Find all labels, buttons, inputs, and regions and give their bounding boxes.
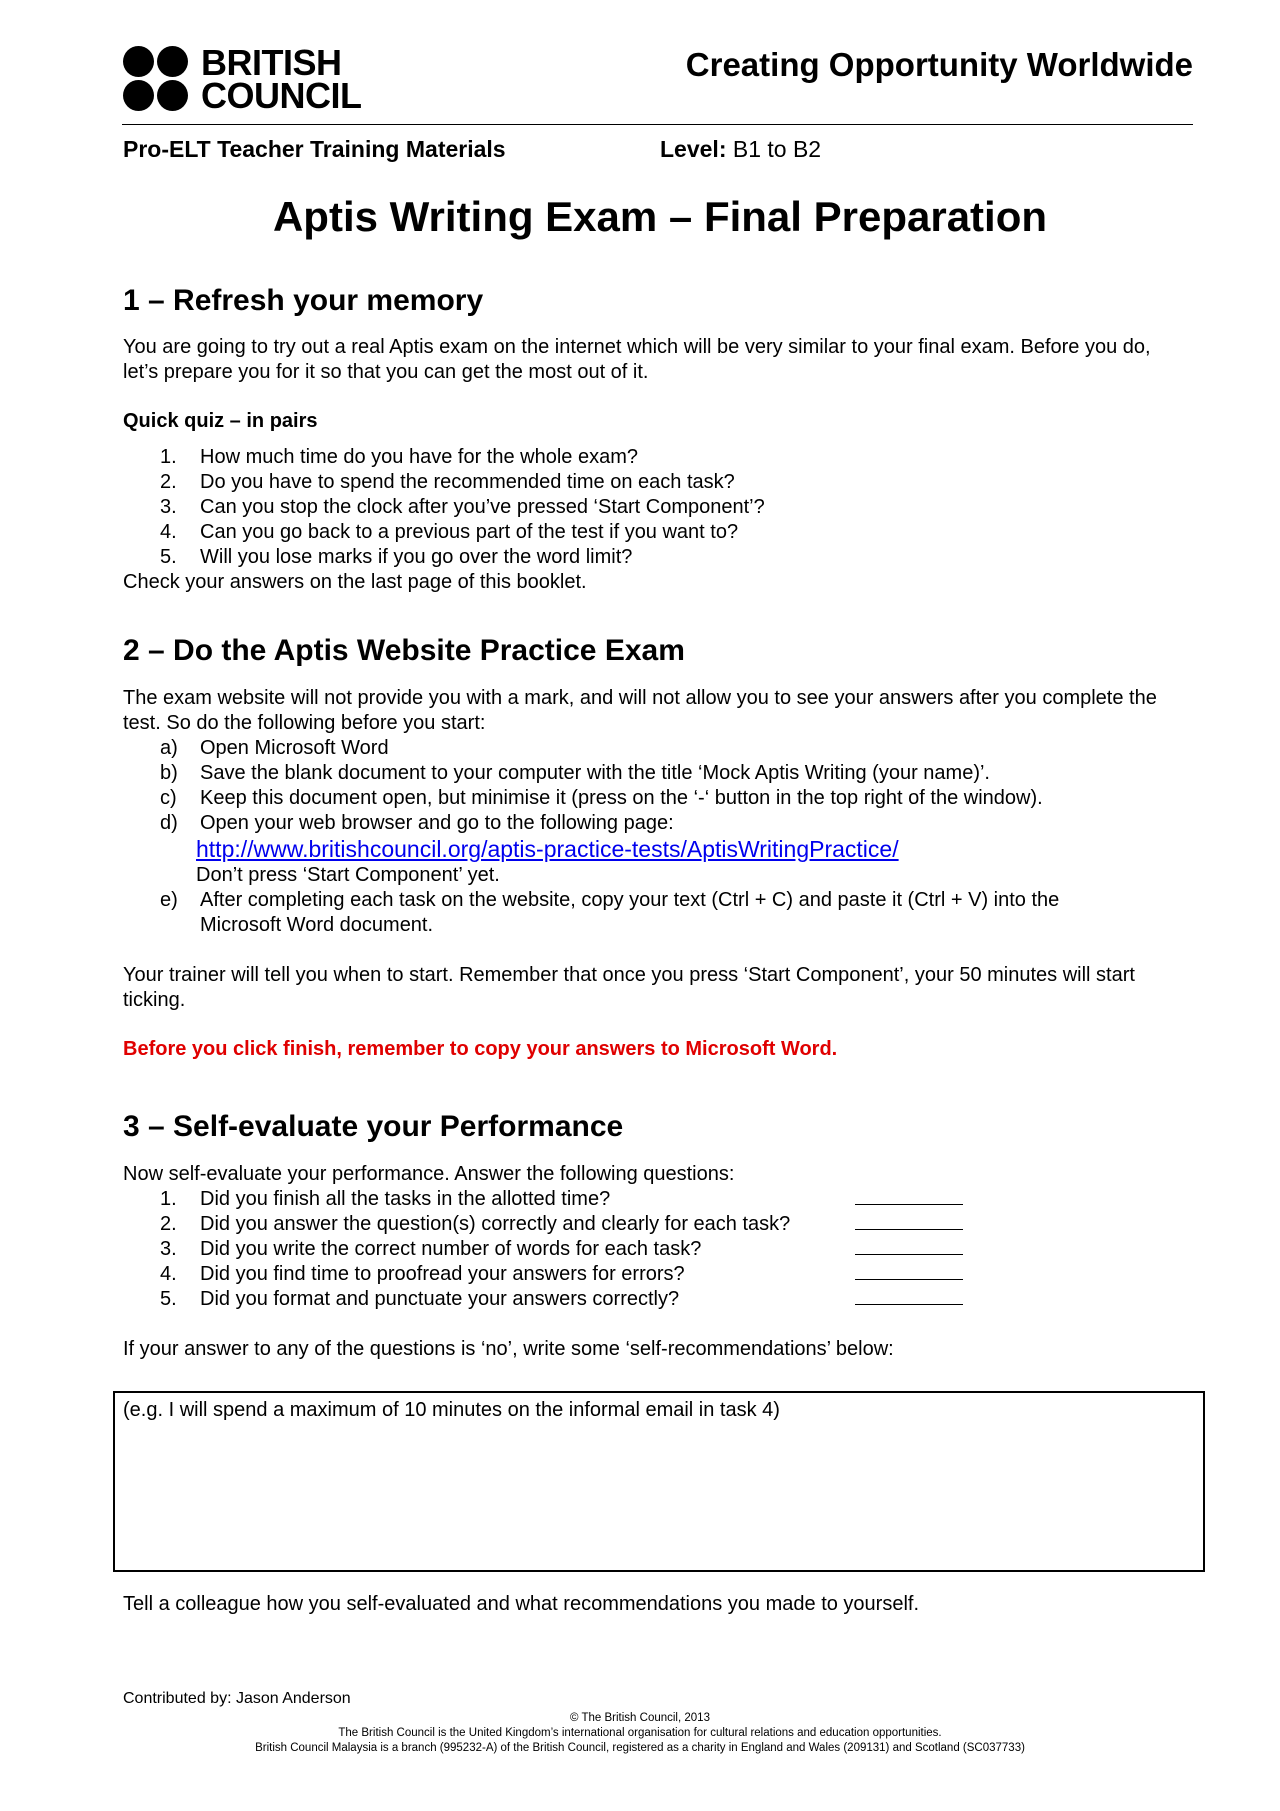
recommendations-example: (e.g. I will spend a maximum of 10 minutes on the informal email in task 4) [123, 1399, 780, 1421]
list-item: Microsoft Word document. [200, 914, 434, 936]
section-2-intro: The exam website will not provide you with a mark, and will not allow you to see your answers after you complete the test. So do the following before you start: [123, 687, 1157, 734]
copy-warning: Before you click finish, remember to copy your answers to Microsoft Word. [123, 1038, 838, 1060]
answer-blank-2[interactable] [855, 1212, 963, 1230]
self-eval-list [160, 1187, 790, 1312]
list-item: c) Keep this document open, but minimise it (press on the ‘-‘ button in the top right of the window). [160, 787, 1043, 809]
list-item: e) After completing each task on the website, copy your text (Ctrl + C) and paste it (Ctrl + V) into the [160, 889, 1060, 911]
dont-press-note: Don’t press ‘Start Component’ yet. [196, 864, 500, 886]
quiz-heading: Quick quiz – in pairs [123, 410, 318, 432]
logo-dots-icon [123, 46, 189, 112]
quiz-list [160, 445, 765, 570]
if-no-instruction: If your answer to any of the questions is ‘no’, write some ‘self-recommendations’ below: [123, 1338, 894, 1360]
list-item: 3. Did you write the correct number of words for each task? [160, 1238, 702, 1260]
list-item: d) Open your web browser and go to the following page: [160, 812, 674, 834]
level-label: Level: [660, 136, 727, 162]
answer-blank-5[interactable] [855, 1287, 963, 1305]
list-item: 3. Can you stop the clock after you’ve pressed ‘Start Component’? [160, 496, 765, 518]
section-3-heading: 3 – Self-evaluate your Performance [123, 1110, 624, 1143]
copyright: © The British Council, 2013 [570, 1712, 710, 1724]
footer-org-line: The British Council is the United Kingdom’s international organisation for cultural relations and education opportunities. [338, 1727, 942, 1739]
list-item: 2. Do you have to spend the recommended time on each task? [160, 471, 735, 493]
aptis-practice-link[interactable]: http://www.britishcouncil.org/aptis-practice-tests/AptisWritingPractice/ [196, 836, 899, 862]
answer-blank-3[interactable] [855, 1237, 963, 1255]
page-title: Aptis Writing Exam – Final Preparation [272, 193, 1048, 240]
list-item: 2. Did you answer the question(s) correctly and clearly for each task? [160, 1213, 791, 1235]
tagline: Creating Opportunity Worldwide [685, 46, 1193, 83]
level-value: B1 to B2 [732, 136, 822, 162]
section-1-intro: You are going to try out a real Aptis exam on the internet which will be very similar to your final exam. Before you do, let’s prepare you for it so that you can get the most out of it. [123, 336, 1151, 383]
section-1-heading: 1 – Refresh your memory [123, 284, 484, 317]
trainer-note: Your trainer will tell you when to start. Remember that once you press ‘Start Component’, your 50 minutes will start ticking. [123, 964, 1135, 1011]
header-divider [122, 124, 1193, 125]
answer-blank-1[interactable] [855, 1187, 963, 1205]
list-item: 4. Can you go back to a previous part of the test if you want to? [160, 521, 739, 543]
recommendations-box[interactable] [113, 1391, 1205, 1572]
materials-label: Pro-ELT Teacher Training Materials [123, 136, 506, 162]
contributor: Contributed by: Jason Anderson [123, 1690, 351, 1707]
steps-list [160, 736, 1043, 836]
list-item: b) Save the blank document to your computer with the title ‘Mock Aptis Writing (your name)’. [160, 762, 990, 784]
footer-registration-line: British Council Malaysia is a branch (995232-A) of the British Council, registered as a charity in England and Wales (209131) and Scotland (SC037733) [255, 1742, 1025, 1754]
steps-list-e [160, 888, 1059, 938]
level-info [660, 136, 821, 163]
list-item: 5. Will you lose marks if you go over the word limit? [160, 546, 633, 568]
british-council-logo [123, 42, 362, 116]
list-item: 1. Did you finish all the tasks in the allotted time? [160, 1188, 611, 1210]
list-item: 4. Did you find time to proofread your answers for errors? [160, 1263, 685, 1285]
logo-line-2: COUNCIL [201, 75, 362, 116]
section-3-intro: Now self-evaluate your performance. Answer the following questions: [123, 1163, 735, 1185]
list-item: 5. Did you format and punctuate your answers correctly? [160, 1288, 680, 1310]
tell-colleague-note: Tell a colleague how you self-evaluated and what recommendations you made to yourself. [123, 1593, 920, 1615]
section-2-heading: 2 – Do the Aptis Website Practice Exam [123, 634, 685, 667]
check-answers-note: Check your answers on the last page of this booklet. [123, 571, 587, 593]
answer-blanks [855, 1187, 963, 1312]
list-item: 1. How much time do you have for the whole exam? [160, 446, 638, 468]
list-item: a) Open Microsoft Word [160, 737, 389, 759]
answer-blank-4[interactable] [855, 1262, 963, 1280]
logo-line-1: BRITISH [201, 42, 342, 83]
